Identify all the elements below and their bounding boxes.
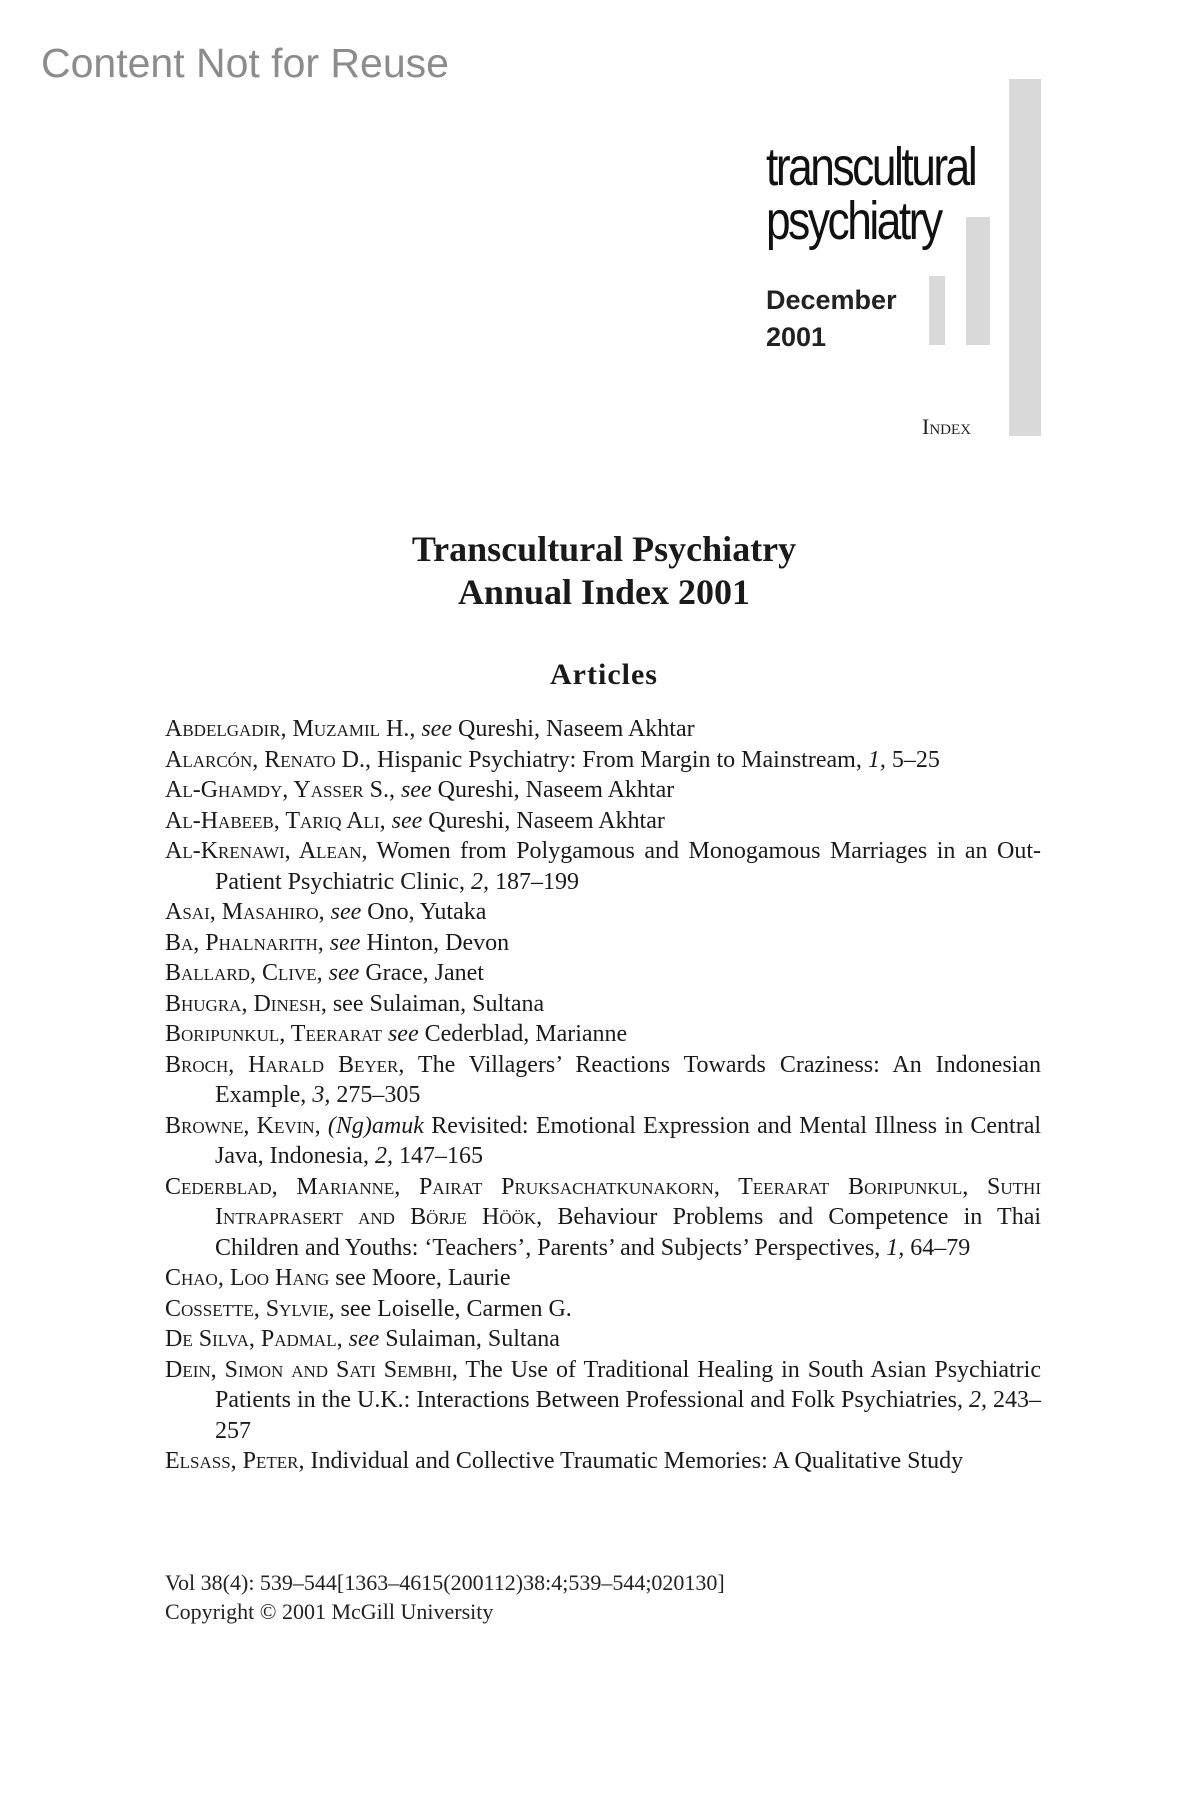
title-line1: Transcultural Psychiatry bbox=[411, 529, 797, 569]
title-line2: Annual Index 2001 bbox=[457, 572, 751, 612]
journal-logo bbox=[766, 137, 1006, 251]
index-entry-list bbox=[165, 714, 1041, 1477]
index-entry bbox=[165, 806, 1041, 837]
entry-title: Revisited: Emotional Expression and Mental Illness in Central Java, Indonesia, bbox=[215, 1112, 1042, 1169]
entry-author: Al-Krenawi, Alean, bbox=[165, 838, 368, 864]
entry-title: The Villagers’ Reactions Towards Craziness: An Indonesian Example, bbox=[215, 1051, 1041, 1108]
entry-author: Alarcón, Renato D., bbox=[165, 746, 371, 773]
entry-see: see bbox=[421, 716, 452, 742]
entry-see: see bbox=[328, 960, 360, 986]
journal-name bbox=[766, 137, 976, 251]
issue-month: December bbox=[766, 285, 897, 315]
watermark: Content Not for Reuse bbox=[41, 40, 449, 86]
entry-pages: 275–305 bbox=[336, 1082, 421, 1108]
index-entry bbox=[165, 1019, 1041, 1050]
entry-reference: Grace, Janet bbox=[365, 960, 484, 986]
entry-author: Al-Habeeb, Tariq Ali, bbox=[165, 807, 386, 834]
entry-volume: 2, bbox=[470, 868, 489, 895]
entry-author: Chao, Loo Hang bbox=[165, 1265, 330, 1291]
entry-author: Browne, Kevin, bbox=[165, 1112, 321, 1139]
index-entry bbox=[165, 745, 1041, 776]
entry-see: see bbox=[330, 899, 362, 925]
entry-title: Behaviour Problems and Competence in Thai Children and Youths: ‘Teachers’, Parents’ and Subjects’ Perspectives, bbox=[215, 1204, 1042, 1261]
index-entry bbox=[165, 1294, 1041, 1325]
entry-reference: see Sulaiman, Sultana bbox=[332, 990, 545, 1017]
index-entry bbox=[165, 1050, 1041, 1111]
journal-name-line1: transcultural bbox=[766, 137, 976, 197]
index-entry bbox=[165, 897, 1041, 928]
entry-author: Ba, Phalnarith, bbox=[165, 929, 324, 956]
entry-reference: Hinton, Devon bbox=[366, 929, 510, 956]
index-entry bbox=[165, 958, 1041, 989]
entry-see: see bbox=[348, 1326, 380, 1352]
entry-author: Dein, Simon and Sati Sembhi, bbox=[165, 1356, 458, 1383]
section-heading: Articles bbox=[550, 658, 658, 691]
index-entry bbox=[165, 1355, 1041, 1447]
entry-author: Cossette, Sylvie, bbox=[165, 1295, 335, 1322]
entry-reference: see Loiselle, Carmen G. bbox=[340, 1295, 572, 1322]
entry-reference: Qureshi, Naseem Akhtar bbox=[437, 777, 675, 803]
entry-pages: 187–199 bbox=[494, 868, 579, 895]
page-title bbox=[0, 528, 1200, 614]
entry-volume: 1, bbox=[867, 746, 886, 773]
entry-title: The Use of Traditional Healing in South Asian Psychiatric Patients in the U.K.: Interactions Between Professional and Folk Psychiatries, bbox=[215, 1356, 1041, 1413]
entry-see: (Ng)amuk bbox=[327, 1112, 424, 1139]
entry-author: Ballard, Clive, bbox=[165, 960, 323, 986]
index-entry bbox=[165, 928, 1041, 959]
entry-reference: Sulaiman, Sultana bbox=[385, 1326, 560, 1352]
entry-reference: Cederblad, Marianne bbox=[424, 1021, 628, 1047]
entry-pages: 243–257 bbox=[215, 1387, 1042, 1444]
entry-author: Abdelgadir, Muzamil H., bbox=[165, 716, 416, 742]
index-entry bbox=[165, 775, 1041, 806]
entry-author: De Silva, Padmal, bbox=[165, 1326, 343, 1352]
entry-reference: see Moore, Laurie bbox=[335, 1265, 511, 1291]
decorative-bar-tall bbox=[1009, 79, 1041, 436]
entry-title: Individual and Collective Traumatic Memories: A Qualitative Study bbox=[310, 1448, 964, 1474]
index-entry bbox=[165, 1324, 1041, 1355]
entry-author: Al-Ghamdy, Yasser S., bbox=[165, 777, 395, 803]
entry-reference: Ono, Yutaka bbox=[367, 899, 487, 925]
entry-see: see bbox=[400, 777, 432, 803]
copyright: Copyright © 2001 McGill University bbox=[165, 1599, 494, 1624]
index-label: Index bbox=[922, 414, 971, 439]
issue-year: 2001 bbox=[766, 322, 827, 352]
footer bbox=[165, 1568, 725, 1626]
index-entry bbox=[165, 714, 1041, 745]
decorative-bar-short bbox=[929, 276, 945, 345]
index-entry bbox=[165, 1446, 1041, 1477]
index-entry bbox=[165, 989, 1041, 1020]
entry-volume: 2, bbox=[374, 1143, 393, 1169]
entry-author: Broch, Harald Beyer, bbox=[165, 1051, 405, 1078]
entry-volume: 3, bbox=[312, 1082, 331, 1108]
entry-author: Elsass, Peter, bbox=[165, 1448, 305, 1474]
index-entry bbox=[165, 1111, 1041, 1172]
journal-name-line2: psychiatry bbox=[766, 191, 941, 251]
entry-pages: 64–79 bbox=[910, 1234, 971, 1261]
entry-reference: Qureshi, Naseem Akhtar bbox=[457, 716, 695, 742]
entry-author: Asai, Masahiro, bbox=[165, 899, 325, 925]
entry-title: Women from Polygamous and Monogamous Marriages in an Out-Patient Psychiatric Clinic, bbox=[215, 838, 1041, 895]
volume-info: Vol 38(4): 539–544[1363–4615(200112)38:4;539–544;020130] bbox=[165, 1570, 725, 1595]
index-entry bbox=[165, 836, 1041, 897]
index-entry bbox=[165, 1263, 1041, 1294]
entry-reference: Qureshi, Naseem Akhtar bbox=[428, 807, 665, 834]
entry-see: see bbox=[329, 929, 361, 956]
index-entry bbox=[165, 1172, 1041, 1264]
entry-volume: 2, bbox=[969, 1387, 987, 1413]
entry-see: see bbox=[391, 807, 423, 834]
entry-see: see bbox=[387, 1021, 419, 1047]
entry-title: Hispanic Psychiatry: From Margin to Mainstream, bbox=[376, 746, 862, 773]
entry-pages: 147–165 bbox=[398, 1143, 483, 1169]
entry-author: Boripunkul, Teerarat bbox=[165, 1021, 382, 1047]
entry-author: Bhugra, Dinesh, bbox=[165, 990, 327, 1017]
entry-volume: 1, bbox=[886, 1234, 905, 1261]
issue-date bbox=[766, 282, 897, 356]
entry-author: Cederblad, Marianne, Pairat Pruksachatkunakorn, Teerarat Boripunkul, Suthi Intraprasert and Börje Höök, bbox=[165, 1173, 1041, 1230]
entry-pages: 5–25 bbox=[891, 746, 940, 773]
